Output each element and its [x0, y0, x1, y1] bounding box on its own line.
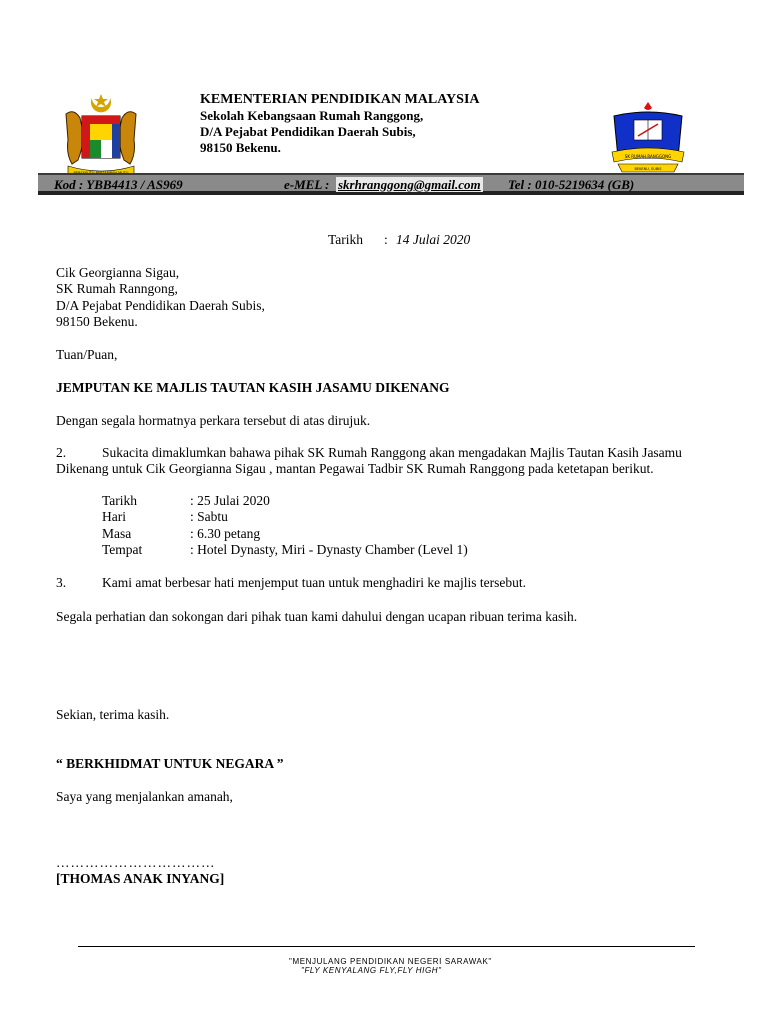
trust-statement: Saya yang menjalankan amanah, [56, 789, 233, 804]
paragraph-3: Kami amat berbesar hati menjemput tuan untuk menghadiri ke majlis tersebut. [102, 575, 527, 590]
date-separator: : [384, 232, 388, 247]
signature-line: …………………………… [56, 855, 216, 870]
letterhead-text [200, 92, 480, 156]
paragraph-2-line1: Sukacita dimaklumkan bahawa pihak SK Rumah Ranggong akan mengadakan Majlis Tautan Kasih Jasamu [102, 445, 682, 460]
detail-row-day: Hari : Sabtu [102, 509, 228, 524]
school-address-line2: 98150 Bekenu. [200, 140, 281, 155]
detail-row-date: Tarikh : 25 Julai 2020 [102, 493, 270, 508]
letter-subject: JEMPUTAN KE MAJLIS TAUTAN KASIH JASAMU DIKENANG [56, 380, 450, 395]
school-logo [608, 102, 688, 182]
signatory-name: [THOMAS ANAK INYANG] [56, 871, 225, 886]
recipient-line: SK Rumah Ranngong, [56, 281, 178, 296]
school-address-line1: D/A Pejabat Pendidikan Daerah Subis, [200, 124, 416, 139]
recipient-line: Cik Georgianna Sigau, [56, 265, 180, 280]
email-link[interactable]: skrhranggong@gmail.com [338, 177, 481, 192]
paragraph-3-number: 3. [56, 575, 67, 590]
recipient-line: 98150 Bekenu. [56, 314, 138, 329]
svg-text:BEKENU, SUBIS: BEKENU, SUBIS [634, 167, 662, 171]
paragraph-2-number: 2. [56, 445, 67, 460]
detail-row-venue: Tempat : Hotel Dynasty, Miri - Dynasty Chamber (Level 1) [102, 542, 468, 557]
email-label: e-MEL : [284, 177, 330, 192]
footer-divider [78, 946, 695, 947]
paragraph-1: Dengan segala hormatnya perkara tersebut di atas dirujuk. [56, 413, 371, 428]
detail-row-time: Masa : 6.30 petang [102, 526, 261, 541]
salutation: Tuan/Puan, [56, 347, 118, 362]
footer-slogan-1: "MENJULANG PENDIDIKAN NEGERI SARAWAK" [289, 957, 492, 966]
paragraph-2-line2: Dikenang untuk Cik Georgianna Sigau , mantan Pegawai Tadbir SK Rumah Ranggong pada ketetapan berikut. [56, 461, 654, 476]
recipient-line: D/A Pejabat Pendidikan Daerah Subis, [56, 298, 265, 313]
school-name: Sekolah Kebangsaan Rumah Ranggong, [200, 108, 424, 123]
footer-slogan-2: "FLY KENYALANG FLY,FLY HIGH" [301, 966, 442, 975]
ministry-name: KEMENTERIAN PENDIDIKAN MALAYSIA [200, 92, 480, 107]
contact-bar [38, 173, 744, 195]
school-code: Kod : YBB4413 / AS969 [54, 177, 183, 192]
coat-of-arms-logo [62, 94, 140, 182]
date-label: Tarikh [328, 232, 364, 247]
date-value: 14 Julai 2020 [396, 232, 471, 247]
telephone: Tel : 010-5219634 (GB) [508, 177, 635, 192]
motto: “ BERKHIDMAT UNTUK NEGARA ” [56, 756, 284, 771]
closing-remark: Sekian, terima kasih. [56, 707, 170, 722]
paragraph-4: Segala perhatian dan sokongan dari pihak tuan kami dahului dengan ucapan ribuan terima kasih. [56, 609, 578, 624]
svg-text:SK RUMAH RANGGONG: SK RUMAH RANGGONG [624, 154, 672, 159]
